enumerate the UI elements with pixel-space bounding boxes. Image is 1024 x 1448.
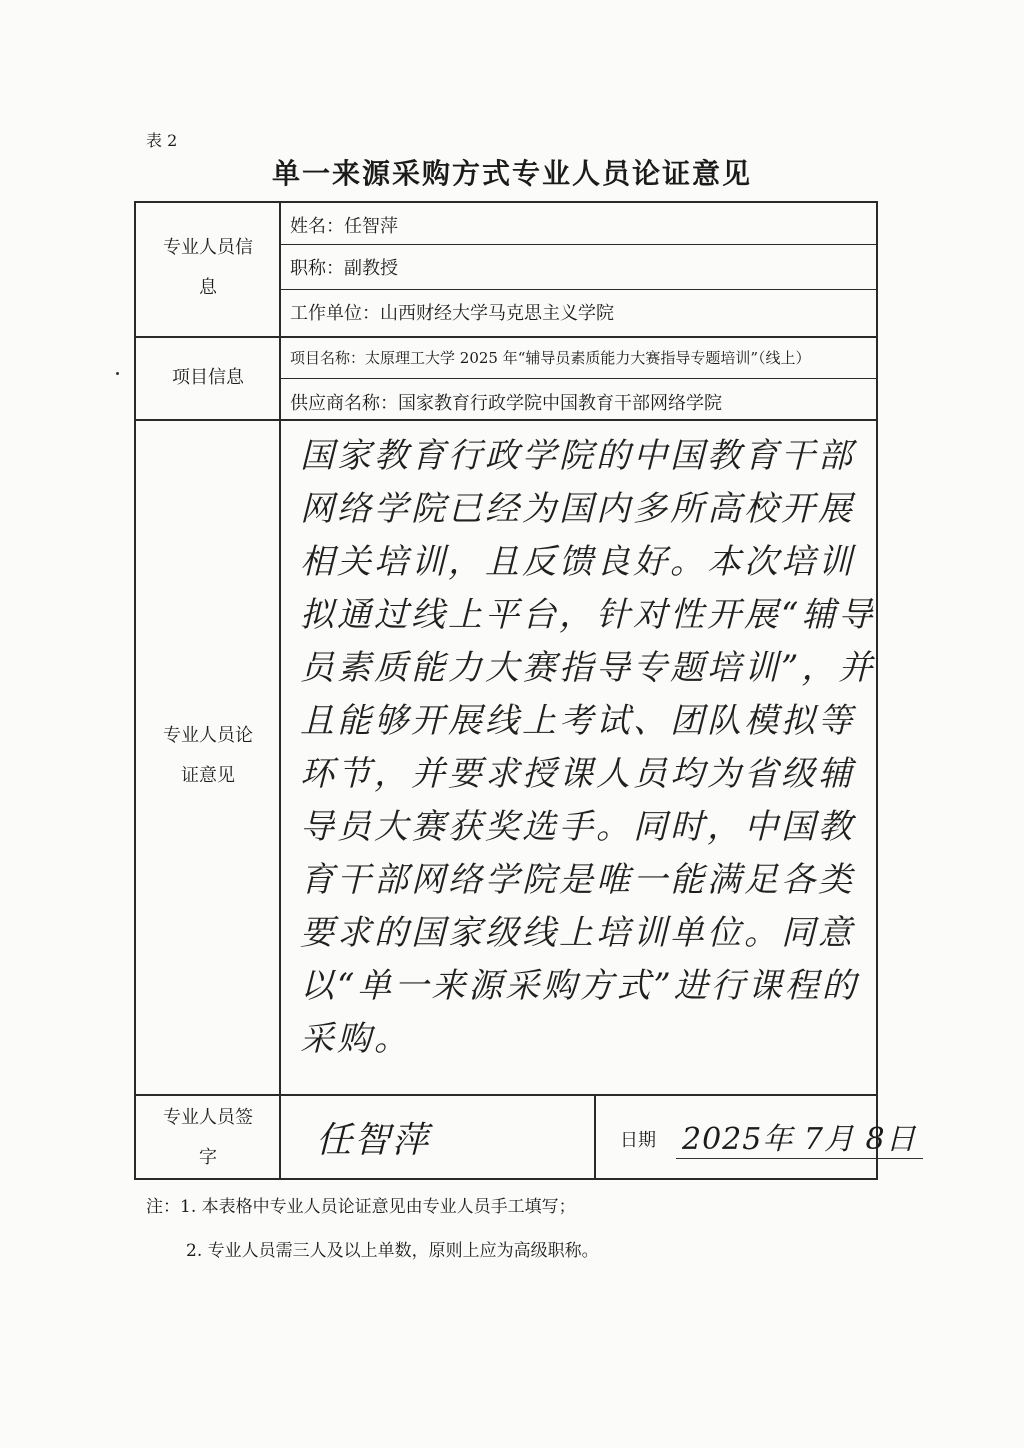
column-divider: [279, 201, 281, 1180]
supplier-field: 供应商名称：国家教育行政学院中国教育干部网络学院: [290, 393, 722, 414]
section-divider: [134, 336, 878, 338]
workplace-field: 工作单位：山西财经大学马克思主义学院: [290, 303, 614, 324]
document-title: 单一来源采购方式专业人员论证意见: [271, 157, 752, 190]
name-field: 姓名：任智萍: [290, 216, 398, 237]
title-field: 职称：副教授: [290, 258, 398, 279]
scan-speck: [116, 372, 119, 375]
handwritten-date: 2025年 7月 8日: [676, 1114, 923, 1159]
section-divider: [134, 419, 878, 421]
signature-date-divider: [594, 1094, 596, 1180]
personnel-info-label: 专业人员信息: [163, 237, 253, 298]
row-divider: [279, 378, 877, 379]
opinion-label: 专业人员论证意见: [163, 725, 253, 786]
table-number-label: 表 2: [146, 131, 178, 150]
table-border-left: [134, 201, 136, 1180]
section-divider: [134, 1094, 878, 1096]
project-name-field: 项目名称：太原理工大学 2025 年“辅导员素质能力大赛指导专题培训”（线上）: [290, 349, 811, 367]
handwritten-opinion: 国家教育行政学院的中国教育干部网络学院已经为国内多所高校开展相关培训，且反馈良好。本次培训拟通过线上平台，针对性开展“辅导员素质能力大赛指导专题培训”，并且能够开展线上考试、团队模拟等环节，并要求授课人员均为省级辅导员大赛获奖选手。同时，中国教育干部网络学院是唯一能满足各类要求的国家级线上培训单位。同意以“单一来源采购方式”进行课程的采购。: [300, 436, 876, 1059]
row-divider: [279, 244, 877, 245]
table-border-top: [134, 201, 878, 203]
row-divider: [279, 289, 877, 290]
project-info-label: 项目信息: [172, 367, 244, 388]
signature-label: 专业人员签字: [163, 1107, 253, 1168]
date-label: 日期: [620, 1130, 656, 1151]
note-line-1: 注：1. 本表格中专业人员论证意见由专业人员手工填写；: [146, 1197, 576, 1217]
handwritten-signature: 任智萍: [316, 1120, 431, 1161]
note-line-2: 2. 专业人员需三人及以上单数，原则上应为高级职称。: [186, 1241, 599, 1261]
table-border-bottom: [134, 1178, 878, 1180]
